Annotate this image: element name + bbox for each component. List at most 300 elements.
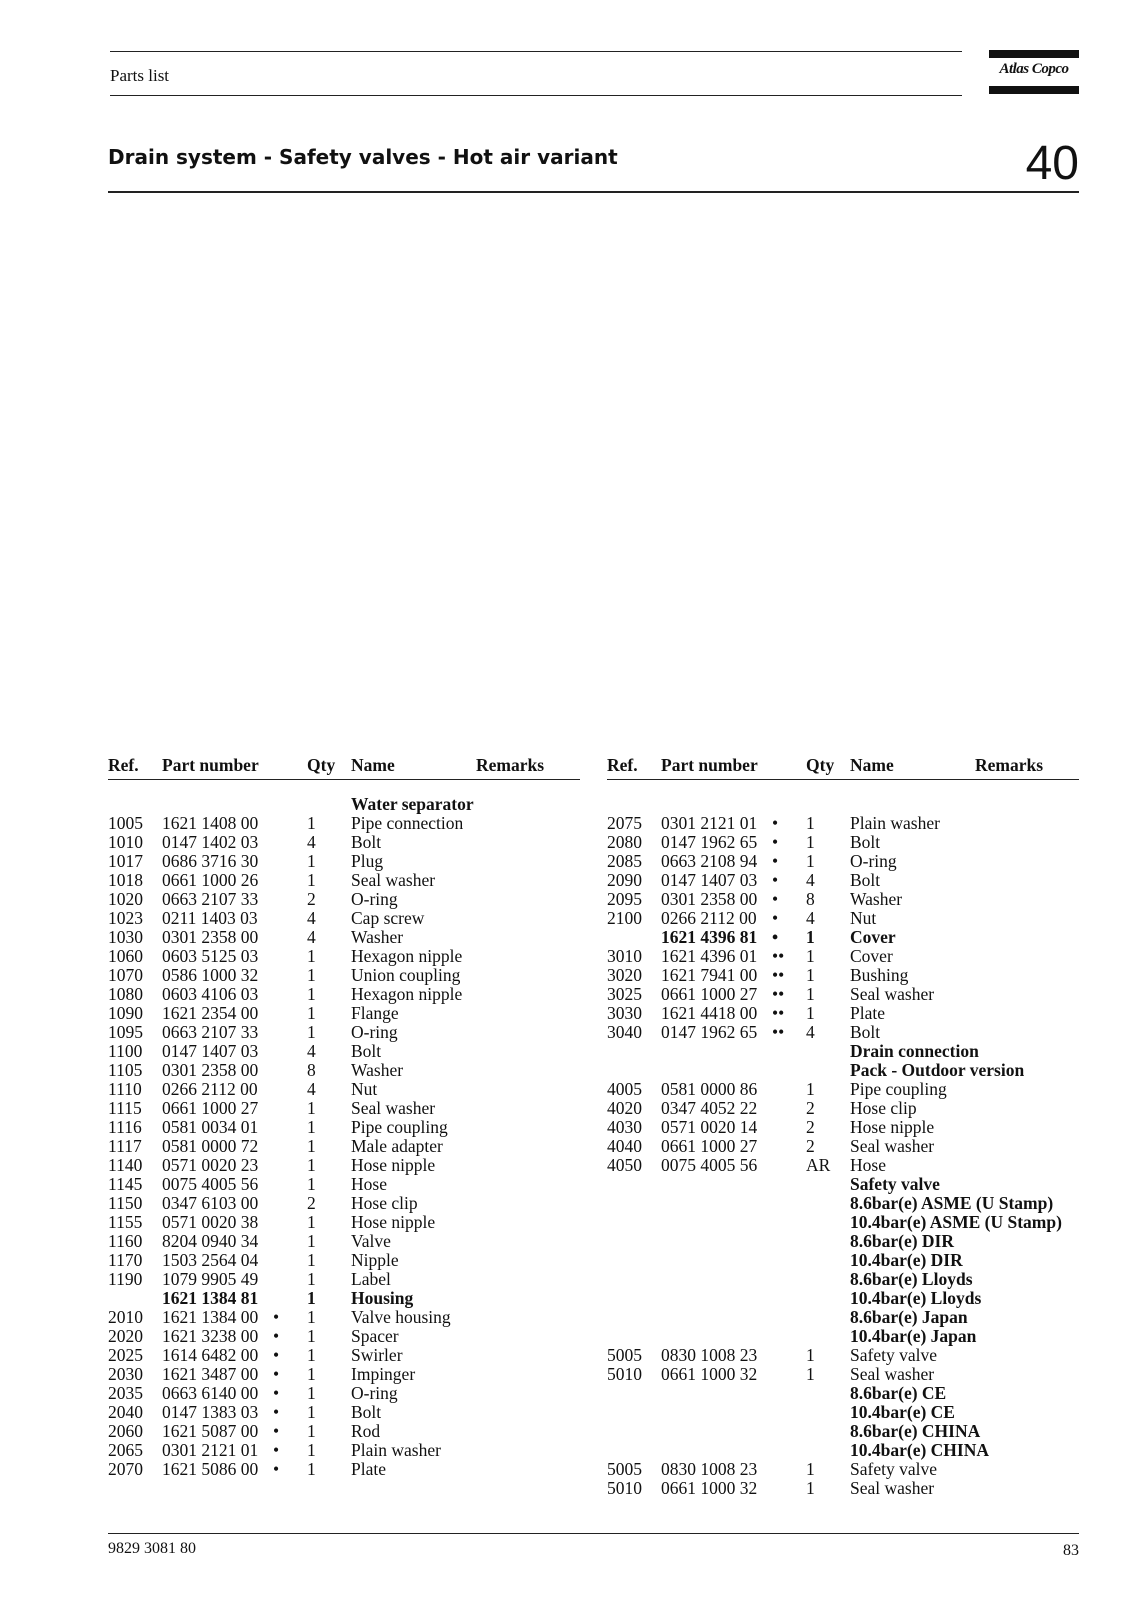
- cell-part-number: 1621 1384 00: [162, 1307, 259, 1327]
- cell-qty: 2: [806, 1117, 815, 1137]
- cell-name: Label: [351, 1269, 391, 1289]
- cell-part-number: 1614 6482 00: [162, 1345, 259, 1365]
- cell-ref: 2040: [108, 1402, 143, 1422]
- cell-part-number: 0571 0020 23: [162, 1155, 259, 1175]
- table-row: [108, 1118, 580, 1137]
- cell-qty: 1: [806, 1364, 815, 1384]
- cell-part-number: 0663 2107 33: [162, 1022, 259, 1042]
- cell-name: Nut: [351, 1079, 378, 1099]
- cell-qty: 1: [806, 946, 815, 966]
- cell-ref: 2085: [607, 851, 642, 871]
- cell-name: Pipe coupling: [351, 1117, 448, 1137]
- cell-part-number: 0663 2107 33: [162, 889, 259, 909]
- cell-kit-marker: ••: [772, 965, 785, 985]
- footer-document-number: 9829 3081 80: [108, 1540, 196, 1557]
- cell-name: Bolt: [351, 832, 382, 852]
- cell-name: 8.6bar(e) Lloyds: [850, 1269, 973, 1289]
- table-row: [607, 1175, 1079, 1194]
- cell-kit-marker: ••: [772, 1003, 785, 1023]
- footer-rule: [108, 1533, 1079, 1534]
- table-row: [607, 1023, 1079, 1042]
- cell-ref: 4040: [607, 1136, 642, 1156]
- cell-qty: 1: [307, 870, 316, 890]
- cell-ref: 4020: [607, 1098, 642, 1118]
- cell-ref: 3025: [607, 984, 642, 1004]
- table-row: [108, 909, 580, 928]
- cell-qty: 1: [806, 984, 815, 1004]
- cell-name: Hose: [850, 1155, 886, 1175]
- table-row: [607, 1270, 1079, 1289]
- cell-ref: 2080: [607, 832, 642, 852]
- cell-name: Union coupling: [351, 965, 461, 985]
- table-row: [108, 1194, 580, 1213]
- cell-ref: 1145: [108, 1174, 143, 1194]
- cell-qty: 1: [307, 1250, 316, 1270]
- cell-name: Bushing: [850, 965, 909, 985]
- table-row: [607, 909, 1079, 928]
- cell-qty: 2: [307, 1193, 316, 1213]
- table-row: [607, 1194, 1079, 1213]
- cell-qty: 4: [307, 908, 316, 928]
- table-row: [607, 1004, 1079, 1023]
- cell-qty: 1: [307, 813, 316, 833]
- table-row: [607, 1251, 1079, 1270]
- cell-part-number: 1621 1384 81: [162, 1288, 259, 1308]
- cell-ref: 1155: [108, 1212, 143, 1232]
- cell-part-number: 1621 1408 00: [162, 813, 259, 833]
- parts-table-right: [607, 755, 1079, 1498]
- table-row: [607, 1403, 1079, 1422]
- cell-part-number: 0661 1000 27: [162, 1098, 259, 1118]
- cell-name: Nipple: [351, 1250, 399, 1270]
- cell-name: Hose nipple: [351, 1155, 436, 1175]
- cell-part-number: 1621 4396 01: [661, 946, 758, 966]
- cell-ref: 2020: [108, 1326, 143, 1346]
- table-row: [607, 1213, 1079, 1232]
- cell-ref: 5005: [607, 1459, 642, 1479]
- cell-kit-marker: •: [772, 851, 779, 871]
- col-qty: Qty: [806, 755, 835, 775]
- table-row: [108, 1346, 580, 1365]
- cell-qty: 1: [307, 1364, 316, 1384]
- cell-name: O-ring: [351, 889, 398, 909]
- table-header: [108, 755, 580, 779]
- table-row: [607, 814, 1079, 833]
- table-row: [108, 1042, 580, 1061]
- table-row: [607, 890, 1079, 909]
- cell-ref: 2095: [607, 889, 642, 909]
- table-row: [108, 1441, 580, 1460]
- cell-name: Swirler: [351, 1345, 403, 1365]
- table-row: [607, 1289, 1079, 1308]
- cell-kit-marker: •: [273, 1402, 280, 1422]
- table-header-rule: [108, 779, 580, 780]
- cell-qty: 1: [806, 1079, 815, 1099]
- cell-ref: 1010: [108, 832, 143, 852]
- cell-qty: 4: [307, 832, 316, 852]
- cell-part-number: 1621 2354 00: [162, 1003, 259, 1023]
- cell-part-number: 0301 2358 00: [162, 1060, 259, 1080]
- table-row: [607, 1460, 1079, 1479]
- col-qty: Qty: [307, 755, 336, 775]
- cell-part-number: 1621 4418 00: [661, 1003, 758, 1023]
- cell-name: 8.6bar(e) DIR: [850, 1231, 955, 1251]
- cell-ref: 1020: [108, 889, 143, 909]
- cell-part-number: 1503 2564 04: [162, 1250, 259, 1270]
- cell-name: 10.4bar(e) DIR: [850, 1250, 963, 1270]
- cell-part-number: 8204 0940 34: [162, 1231, 259, 1251]
- cell-qty: 1: [307, 1269, 316, 1289]
- cell-name: Safety valve: [850, 1174, 940, 1194]
- table-row: [607, 1479, 1079, 1498]
- cell-ref: 1090: [108, 1003, 143, 1023]
- parts-table-left: [108, 755, 580, 1479]
- cell-qty: 1: [307, 851, 316, 871]
- cell-name: Plain washer: [351, 1440, 441, 1460]
- footer-page-number: 83: [1063, 1542, 1079, 1559]
- cell-qty: 1: [307, 1345, 316, 1365]
- cell-part-number: 0581 0000 72: [162, 1136, 259, 1156]
- cell-qty: 1: [806, 1345, 815, 1365]
- cell-part-number: 0663 6140 00: [162, 1383, 259, 1403]
- table-row: [607, 947, 1079, 966]
- table-row: [607, 928, 1079, 947]
- cell-qty: 1: [307, 946, 316, 966]
- table-row: [108, 947, 580, 966]
- cell-qty: 1: [307, 984, 316, 1004]
- cell-kit-marker: •: [273, 1459, 280, 1479]
- col-ref: Ref.: [607, 755, 638, 775]
- cell-kit-marker: ••: [772, 946, 785, 966]
- cell-kit-marker: •: [772, 927, 779, 947]
- table-row: [108, 1384, 580, 1403]
- cell-name: Bolt: [850, 870, 881, 890]
- cell-qty: 1: [307, 1459, 316, 1479]
- table-row: [607, 871, 1079, 890]
- cell-ref: 4050: [607, 1155, 642, 1175]
- table-row: [607, 1080, 1079, 1099]
- cell-part-number: 0147 1962 65: [661, 832, 758, 852]
- cell-part-number: 0147 1407 03: [162, 1041, 259, 1061]
- cell-part-number: 0347 6103 00: [162, 1193, 259, 1213]
- cell-name: Hose: [351, 1174, 387, 1194]
- cell-part-number: 0075 4005 56: [661, 1155, 758, 1175]
- cell-qty: 1: [806, 927, 815, 947]
- col-part-number: Part number: [661, 755, 758, 775]
- col-ref: Ref.: [108, 755, 139, 775]
- cell-ref: 5010: [607, 1364, 642, 1384]
- table-body: [607, 795, 1079, 1498]
- cell-ref: 1110: [108, 1079, 142, 1099]
- table-row: [108, 1232, 580, 1251]
- cell-name: Cap screw: [351, 908, 425, 928]
- table-row: [607, 833, 1079, 852]
- cell-name: Seal washer: [850, 984, 935, 1004]
- cell-qty: 4: [307, 1041, 316, 1061]
- table-row: [108, 1327, 580, 1346]
- cell-part-number: 0661 1000 27: [661, 984, 758, 1004]
- cell-ref: 1160: [108, 1231, 143, 1251]
- cell-qty: 1: [806, 1459, 815, 1479]
- cell-qty: 1: [307, 1231, 316, 1251]
- cell-ref: 1018: [108, 870, 143, 890]
- cell-qty: 1: [806, 851, 815, 871]
- cell-part-number: 0571 0020 38: [162, 1212, 259, 1232]
- col-name: Name: [351, 755, 395, 775]
- cell-name: 10.4bar(e) CE: [850, 1402, 955, 1422]
- cell-name: Valve: [351, 1231, 391, 1251]
- cell-kit-marker: •: [772, 908, 779, 928]
- table-row: [607, 1384, 1079, 1403]
- cell-part-number: 0571 0020 14: [661, 1117, 758, 1137]
- cell-ref: 1060: [108, 946, 143, 966]
- cell-ref: 1023: [108, 908, 143, 928]
- table-row: [108, 1080, 580, 1099]
- cell-qty: 1: [307, 1174, 316, 1194]
- table-row: [607, 1137, 1079, 1156]
- table-row: [108, 1156, 580, 1175]
- atlas-copco-logo: [989, 50, 1079, 94]
- cell-name: Seal washer: [351, 870, 436, 890]
- cell-ref: 2025: [108, 1345, 143, 1365]
- cell-ref: 1017: [108, 851, 143, 871]
- cell-name: Hexagon nipple: [351, 984, 463, 1004]
- cell-name: Pack - Outdoor version: [850, 1060, 1025, 1080]
- cell-part-number: 0661 1000 27: [661, 1136, 758, 1156]
- cell-kit-marker: ••: [772, 1022, 785, 1042]
- table-row: [607, 1232, 1079, 1251]
- table-row: [108, 966, 580, 985]
- cell-qty: 1: [307, 1440, 316, 1460]
- cell-qty: 4: [307, 927, 316, 947]
- cell-kit-marker: •: [273, 1421, 280, 1441]
- col-remarks: Remarks: [476, 755, 545, 775]
- cell-ref: 1190: [108, 1269, 143, 1289]
- cell-ref: 4005: [607, 1079, 642, 1099]
- cell-part-number: 1079 9905 49: [162, 1269, 259, 1289]
- cell-ref: 1095: [108, 1022, 143, 1042]
- table-row: [607, 985, 1079, 1004]
- table-row: [108, 985, 580, 1004]
- table-row: [607, 852, 1079, 871]
- cell-ref: 1115: [108, 1098, 142, 1118]
- cell-ref: 1030: [108, 927, 143, 947]
- cell-qty: 1: [806, 1003, 815, 1023]
- cell-qty: 4: [806, 908, 815, 928]
- table-row: [108, 814, 580, 833]
- table-row: [108, 871, 580, 890]
- cell-qty: 4: [806, 870, 815, 890]
- cell-part-number: 0301 2121 01: [661, 813, 758, 833]
- table-row: [607, 966, 1079, 985]
- cell-ref: 1080: [108, 984, 143, 1004]
- table-row: [607, 795, 1079, 814]
- cell-name: Valve housing: [351, 1307, 451, 1327]
- cell-name: Hose nipple: [351, 1212, 436, 1232]
- table-row: [607, 1308, 1079, 1327]
- cell-part-number: 1621 3487 00: [162, 1364, 259, 1384]
- cell-name: Washer: [850, 889, 903, 909]
- cell-qty: 1: [307, 965, 316, 985]
- cell-ref: 2030: [108, 1364, 143, 1384]
- table-row: [108, 1422, 580, 1441]
- cell-name: 8.6bar(e) Japan: [850, 1307, 968, 1327]
- cell-name: 10.4bar(e) Japan: [850, 1326, 977, 1346]
- cell-qty: 1: [806, 965, 815, 985]
- table-header-rule: [607, 779, 1079, 780]
- cell-name: Safety valve: [850, 1459, 937, 1479]
- cell-qty: 1: [307, 1003, 316, 1023]
- cell-part-number: 0686 3716 30: [162, 851, 259, 871]
- table-row: [108, 1023, 580, 1042]
- cell-name: Plate: [351, 1459, 386, 1479]
- table-row: [607, 1327, 1079, 1346]
- cell-qty: 1: [307, 1307, 316, 1327]
- table-row: [108, 1099, 580, 1118]
- title-rule: [108, 191, 1079, 193]
- cell-name: Water separator: [351, 794, 474, 814]
- cell-ref: 1070: [108, 965, 143, 985]
- cell-qty: 1: [307, 1022, 316, 1042]
- cell-ref: 2035: [108, 1383, 143, 1403]
- table-row: [108, 1460, 580, 1479]
- cell-part-number: 0211 1403 03: [162, 908, 258, 928]
- table-header: [607, 755, 1079, 779]
- cell-name: Washer: [351, 927, 404, 947]
- cell-name: 10.4bar(e) Lloyds: [850, 1288, 982, 1308]
- cell-ref: 1116: [108, 1117, 142, 1137]
- cell-name: Cover: [850, 946, 893, 966]
- cell-ref: 1150: [108, 1193, 143, 1213]
- cell-qty: 2: [806, 1098, 815, 1118]
- cell-name: O-ring: [351, 1022, 398, 1042]
- cell-name: Seal washer: [850, 1364, 935, 1384]
- cell-part-number: 1621 3238 00: [162, 1326, 259, 1346]
- header-label: Parts list: [110, 66, 170, 85]
- cell-kit-marker: •: [772, 813, 779, 833]
- cell-part-number: 0603 4106 03: [162, 984, 259, 1004]
- cell-qty: 1: [307, 1136, 316, 1156]
- cell-kit-marker: •: [273, 1345, 280, 1365]
- cell-part-number: 0301 2358 00: [162, 927, 259, 947]
- cell-part-number: 0301 2358 00: [661, 889, 758, 909]
- cell-ref: 2090: [607, 870, 642, 890]
- cell-name: Housing: [351, 1288, 414, 1308]
- page-title: Drain system - Safety valves - Hot air variant: [108, 145, 618, 169]
- cell-name: 8.6bar(e) ASME (U Stamp): [850, 1193, 1054, 1213]
- table-row: [607, 1365, 1079, 1384]
- cell-name: Rod: [351, 1421, 381, 1441]
- cell-name: Male adapter: [351, 1136, 443, 1156]
- cell-part-number: 0147 1383 03: [162, 1402, 259, 1422]
- cell-part-number: 0147 1962 65: [661, 1022, 758, 1042]
- cell-ref: 1140: [108, 1155, 143, 1175]
- cell-qty: 2: [307, 889, 316, 909]
- cell-name: Pipe connection: [351, 813, 464, 833]
- cell-name: Impinger: [351, 1364, 416, 1384]
- table-row: [607, 1346, 1079, 1365]
- cell-part-number: 1621 4396 81: [661, 927, 758, 947]
- table-row: [108, 1365, 580, 1384]
- col-part-number: Part number: [162, 755, 259, 775]
- cell-qty: 8: [307, 1060, 316, 1080]
- table-row: [108, 1213, 580, 1232]
- cell-name: O-ring: [850, 851, 897, 871]
- cell-name: Seal washer: [850, 1136, 935, 1156]
- cell-name: Hose clip: [351, 1193, 418, 1213]
- cell-name: Drain connection: [850, 1041, 979, 1061]
- cell-name: Cover: [850, 927, 896, 947]
- cell-part-number: 0266 2112 00: [661, 908, 757, 928]
- cell-kit-marker: •: [273, 1307, 280, 1327]
- cell-qty: 8: [806, 889, 815, 909]
- cell-name: 8.6bar(e) CE: [850, 1383, 947, 1403]
- cell-kit-marker: •: [273, 1383, 280, 1403]
- cell-qty: 2: [806, 1136, 815, 1156]
- cell-kit-marker: •: [772, 870, 779, 890]
- cell-ref: 1005: [108, 813, 143, 833]
- table-row: [108, 1251, 580, 1270]
- cell-part-number: 1621 5087 00: [162, 1421, 259, 1441]
- table-row: [108, 1137, 580, 1156]
- cell-qty: 4: [806, 1022, 815, 1042]
- cell-ref: 5005: [607, 1345, 642, 1365]
- cell-kit-marker: ••: [772, 984, 785, 1004]
- cell-part-number: 0661 1000 32: [661, 1478, 758, 1498]
- table-row: [607, 1118, 1079, 1137]
- table-row: [108, 1004, 580, 1023]
- table-row: [108, 852, 580, 871]
- cell-qty: 4: [307, 1079, 316, 1099]
- cell-name: Washer: [351, 1060, 404, 1080]
- cell-name: Bolt: [850, 832, 881, 852]
- cell-part-number: 0661 1000 32: [661, 1364, 758, 1384]
- cell-part-number: 0581 0000 86: [661, 1079, 758, 1099]
- table-row: [607, 1061, 1079, 1080]
- cell-name: O-ring: [351, 1383, 398, 1403]
- cell-kit-marker: •: [273, 1364, 280, 1384]
- header-bottom-rule: [110, 95, 962, 96]
- table-row: [108, 795, 580, 814]
- cell-name: Hose nipple: [850, 1117, 935, 1137]
- cell-ref: 2065: [108, 1440, 143, 1460]
- cell-ref: 2075: [607, 813, 642, 833]
- table-row: [108, 1270, 580, 1289]
- cell-part-number: 1621 7941 00: [661, 965, 758, 985]
- table-row: [108, 1403, 580, 1422]
- table-row: [607, 1099, 1079, 1118]
- cell-name: Bolt: [351, 1402, 382, 1422]
- table-body: [108, 795, 580, 1479]
- cell-part-number: 0586 1000 32: [162, 965, 259, 985]
- cell-qty: 1: [806, 813, 815, 833]
- cell-ref: 5010: [607, 1478, 642, 1498]
- cell-ref: 2100: [607, 908, 642, 928]
- table-row: [607, 1441, 1079, 1460]
- cell-qty: 1: [307, 1326, 316, 1346]
- cell-part-number: 0663 2108 94: [661, 851, 758, 871]
- cell-qty: 1: [307, 1383, 316, 1403]
- cell-name: Plate: [850, 1003, 885, 1023]
- cell-ref: 2060: [108, 1421, 143, 1441]
- cell-name: Spacer: [351, 1326, 399, 1346]
- cell-ref: 1100: [108, 1041, 143, 1061]
- section-number: 40: [1025, 137, 1079, 190]
- cell-name: Hexagon nipple: [351, 946, 463, 966]
- cell-qty: 1: [806, 832, 815, 852]
- cell-ref: 1105: [108, 1060, 143, 1080]
- cell-name: Plain washer: [850, 813, 940, 833]
